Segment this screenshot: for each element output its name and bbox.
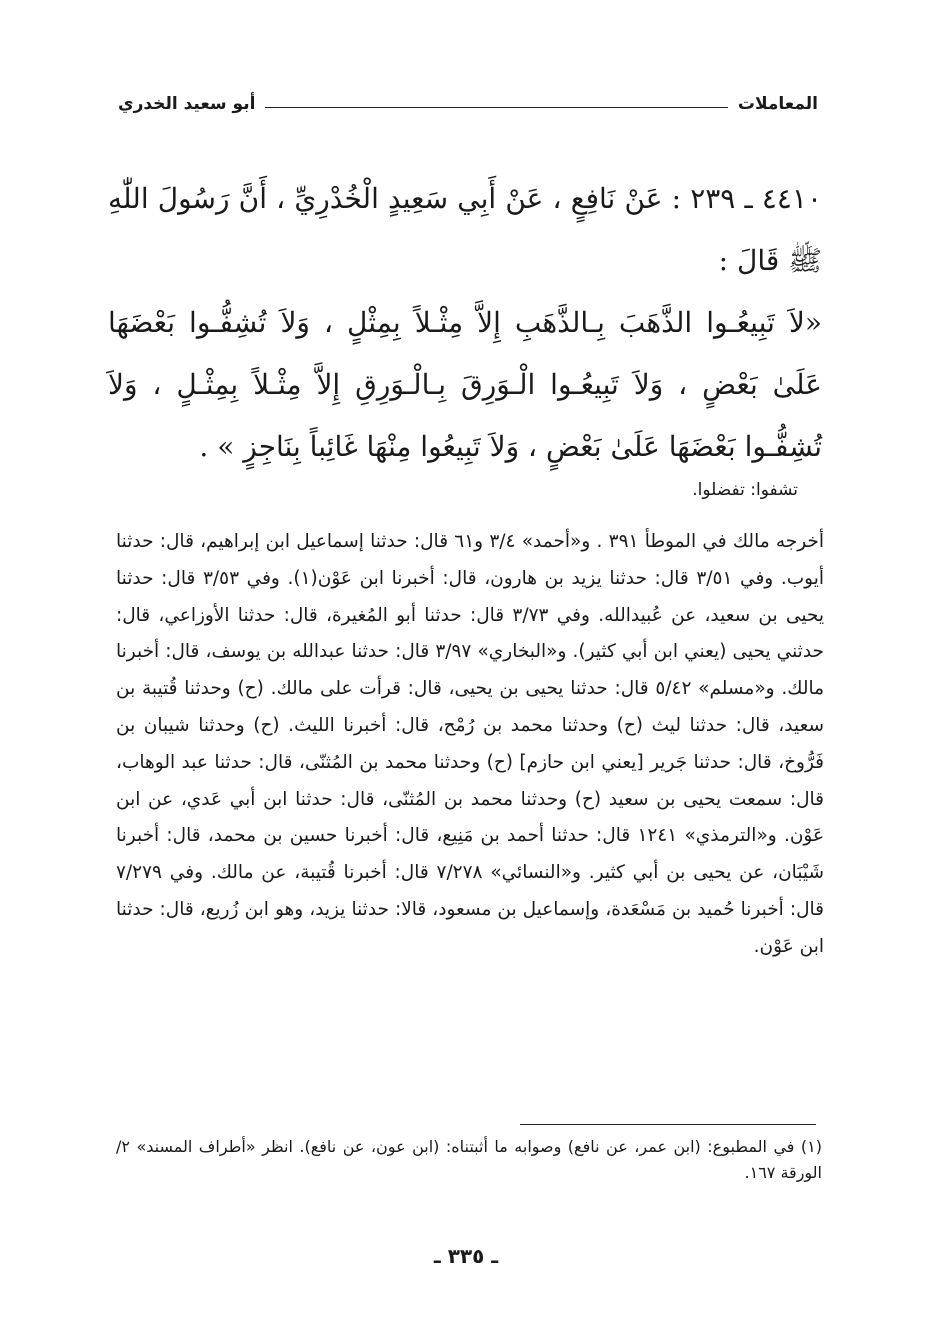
word-gloss: تشفوا: تفضلوا. [692,480,798,500]
hadith-isnad: ٤٤١٠ ـ ٢٣٩ : عَنْ نَافِعٍ ، عَنْ أَبِي سَعِيدٍ الْخُدْرِيِّ ، أَنَّ رَسُولَ اللّٰهِ ﷺ قَالَ : [108,182,822,277]
hadith-matn: «لاَ تَبِيعُـوا الذَّهَبَ بِـالذَّهَبِ إِلاَّ مِثْـلاً بِمِثْلٍ ، وَلاَ تُشِفُّـوا بَعْضَهَا عَلَىٰ بَعْضٍ ، وَلاَ تَبِيعُـوا الْـوَرِقَ بِـالْـوَرِقِ إِلاَّ مِثْـلاً بِمِثْـلٍ ، وَلاَ تُشِفُّـوا بَعْضَهَا عَلَىٰ بَعْضٍ ، وَلاَ تَبِيعُوا مِنْهَا غَائِباً بِنَاجِزٍ » . [108,306,823,463]
footnote-rule [520,1124,816,1125]
footnote: (١) في المطبوع: (ابن عمر، عن نافع) وصوابه ما أثبتناه: (ابن عون، عن نافع). انظر «أطراف المسند» ٢/الورقة ١٦٧. [116,1137,822,1182]
page-number: ـ ٣٣٥ ـ [433,1244,499,1268]
header-section-title: المعاملات [737,94,818,114]
takhrij-paragraph: أخرجه مالك في الموطأ ٣٩١ . و«أحمد» ٣/٤ و٦١ قال: حدثنا إسماعيل ابن إبراهيم، قال: حدثنا أيوب. وفي ٣/٥١ قال: حدثنا يزيد بن هارون، قال: أخبرنا ابن عَوْن(١). وفي ٣/٥٣ قال: حدثنا يحيى بن سعيد، عن عُبيدالله. وفي ٣/٧٣ قال: حدثنا أبو المُغيرة، قال: حدثنا الأوزاعي، قال: حدثني يحيى (يعني ابن أبي كثير). و«البخاري» ٣/٩٧ قال: حدثنا عبدالله بن يوسف، قال: أخبرنا مالك. و«مسلم» ٥/٤٢ قال: حدثنا يحيى بن يحيى، قال: قرأت على مالك. (ح) وحدثنا قُتيبة بن سعيد، قال: حدثنا ليث (ح) وحدثنا محمد بن رُمْح، قال: أخبرنا الليث. (ح) وحدثنا شيبان بن فَرُّوخ، قال: حدثنا جَرير [يعني ابن حازم] (ح) وحدثنا محمد بن المُثنّى، قال: حدثنا عبد الوهاب، قال: سمعت يحيى بن سعيد (ح) وحدثنا محمد بن المُثنّى، قال: حدثنا ابن أبي عَدي، عن ابن عَوْن. و«الترمذي» ١٢٤١ قال: حدثنا أحمد بن مَنِيع، قال: أخبرنا حسين بن محمد، قال: أخبرنا شَيْبَان، عن يحيى بن أبي كثير. و«النسائي» ٧/٢٧٨ قال: أخبرنا قُتيبة، عن مالك. وفي ٧/٢٧٩ قال: أخبرنا حُميد بن مَسْعَدة، وإسماعيل بن مسعود، قالا: حدثنا يزيد، وهو ابن زُريع، قال: حدثنا ابن عَوْن. [116,531,825,957]
header-rule [265,107,727,108]
running-header [118,86,818,114]
header-narrator-title: أبو سعيد الخدري [118,94,256,114]
